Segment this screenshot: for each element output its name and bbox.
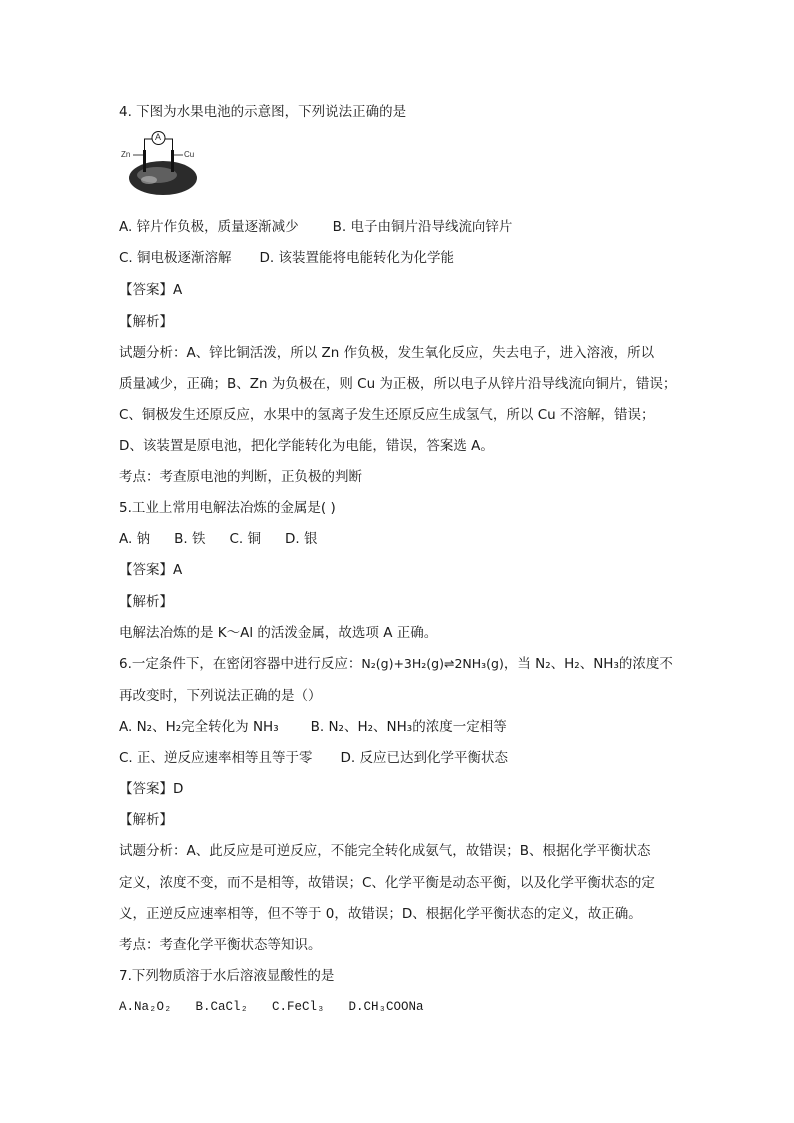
q5-answer: 【答案】A — [119, 562, 183, 578]
q5-stem: 5.工业上常用电解法冶炼的金属是( ) — [119, 500, 336, 516]
q6-equation: N₂(g)+3H₂(g)⇌2NH₃(g) — [361, 656, 504, 671]
q6-option-b: B. N₂、H₂、NH₃的浓度一定相等 — [310, 719, 507, 735]
q6-answer: 【答案】D — [119, 781, 184, 797]
q4-option-c: C. 铜电极逐渐溶解 — [119, 250, 232, 266]
q5-analysis-head: 【解析】 — [119, 594, 173, 610]
q6-analysis-head: 【解析】 — [119, 812, 173, 828]
q6-stem-line2: 再改变时，下列说法正确的是（） — [119, 688, 322, 704]
q6-point: 考点：考查化学平衡状态等知识。 — [119, 937, 322, 953]
q6-stem-post: ，当 N₂、H₂、NH₃的浓度不 — [503, 656, 673, 672]
q5-analysis: 电解法冶炼的是 K～Al 的活泼金属，故选项 A 正确。 — [119, 625, 438, 641]
q4-analysis-line: D、该装置是原电池，把化学能转化为电能，错误，答案选 A。 — [119, 438, 494, 454]
q4-options-row2 — [119, 249, 454, 267]
q5-options-row — [119, 530, 317, 548]
fruit-battery-diagram — [119, 128, 209, 198]
q4-analysis-head: 【解析】 — [119, 314, 173, 330]
q7-options-row — [119, 998, 424, 1016]
q7-stem: 7.下列物质溶于水后溶液显酸性的是 — [119, 968, 335, 984]
q7-option-b: B.CaCl₂ — [195, 1000, 249, 1014]
q6-option-c: C. 正、逆反应速率相等且等于零 — [119, 750, 313, 766]
q7-option-a: A.Na₂O₂ — [119, 1000, 172, 1014]
q5-option-b: B. 铁 — [174, 531, 206, 547]
q5-option-d: D. 银 — [284, 531, 318, 547]
q4-options-row1 — [119, 218, 512, 236]
q4-analysis-line: C、铜极发生还原反应，水果中的氢离子发生还原反应生成氢气，所以 Cu 不溶解，错误； — [119, 407, 655, 423]
q4-answer: 【答案】A — [119, 282, 183, 298]
cu-label: Cu — [184, 150, 195, 159]
q4-analysis-line: 试题分析：A、锌比铜活泼，所以 Zn 作负极，发生氧化反应，失去电子，进入溶液，所以 — [119, 345, 655, 361]
q6-analysis-line: 试题分析：A、此反应是可逆反应，不能完全转化成氨气，故错误；B、根据化学平衡状态 — [119, 843, 651, 859]
q6-option-d: D. 反应已达到化学平衡状态 — [340, 750, 508, 766]
q4-stem: 4. 下图为水果电池的示意图，下列说法正确的是 — [119, 104, 407, 120]
q4-analysis-line: 质量减少，正确；B、Zn 为负极在，则 Cu 为正极，所以电子从锌片沿导线流向铜片，错误； — [119, 376, 677, 392]
q5-option-c: C. 铜 — [229, 531, 261, 547]
q6-stem — [119, 655, 673, 673]
fruit-battery-figure — [119, 128, 209, 198]
q4-option-a: A. 锌片作负极，质量逐渐减少 — [119, 219, 299, 235]
q6-options-row1 — [119, 718, 507, 736]
q4-option-d: D. 该装置能将电能转化为化学能 — [259, 250, 454, 266]
q6-stem-pre: 6.一定条件下，在密闭容器中进行反应： — [119, 656, 362, 672]
q6-options-row2 — [119, 749, 508, 767]
q6-analysis-line: 定义，浓度不变，而不是相等，故错误；C、化学平衡是动态平衡，以及化学平衡状态的定 — [119, 875, 655, 891]
q6-analysis-line: 义，正逆反应速率相等，但不等于 0，故错误；D、根据化学平衡状态的定义，故正确。 — [119, 906, 642, 922]
q7-option-c: C.FeCl₃ — [272, 1000, 325, 1014]
zn-label: Zn — [121, 150, 131, 159]
ammeter-label: A — [155, 132, 162, 142]
q7-option-d: D.CH₃COONa — [348, 1000, 424, 1014]
q4-option-b: B. 电子由铜片沿导线流向锌片 — [332, 219, 513, 235]
q4-point: 考点：考查原电池的判断，正负极的判断 — [119, 469, 362, 485]
q6-option-a: A. N₂、H₂完全转化为 NH₃ — [119, 719, 279, 735]
q5-option-a: A. 钠 — [119, 531, 151, 547]
